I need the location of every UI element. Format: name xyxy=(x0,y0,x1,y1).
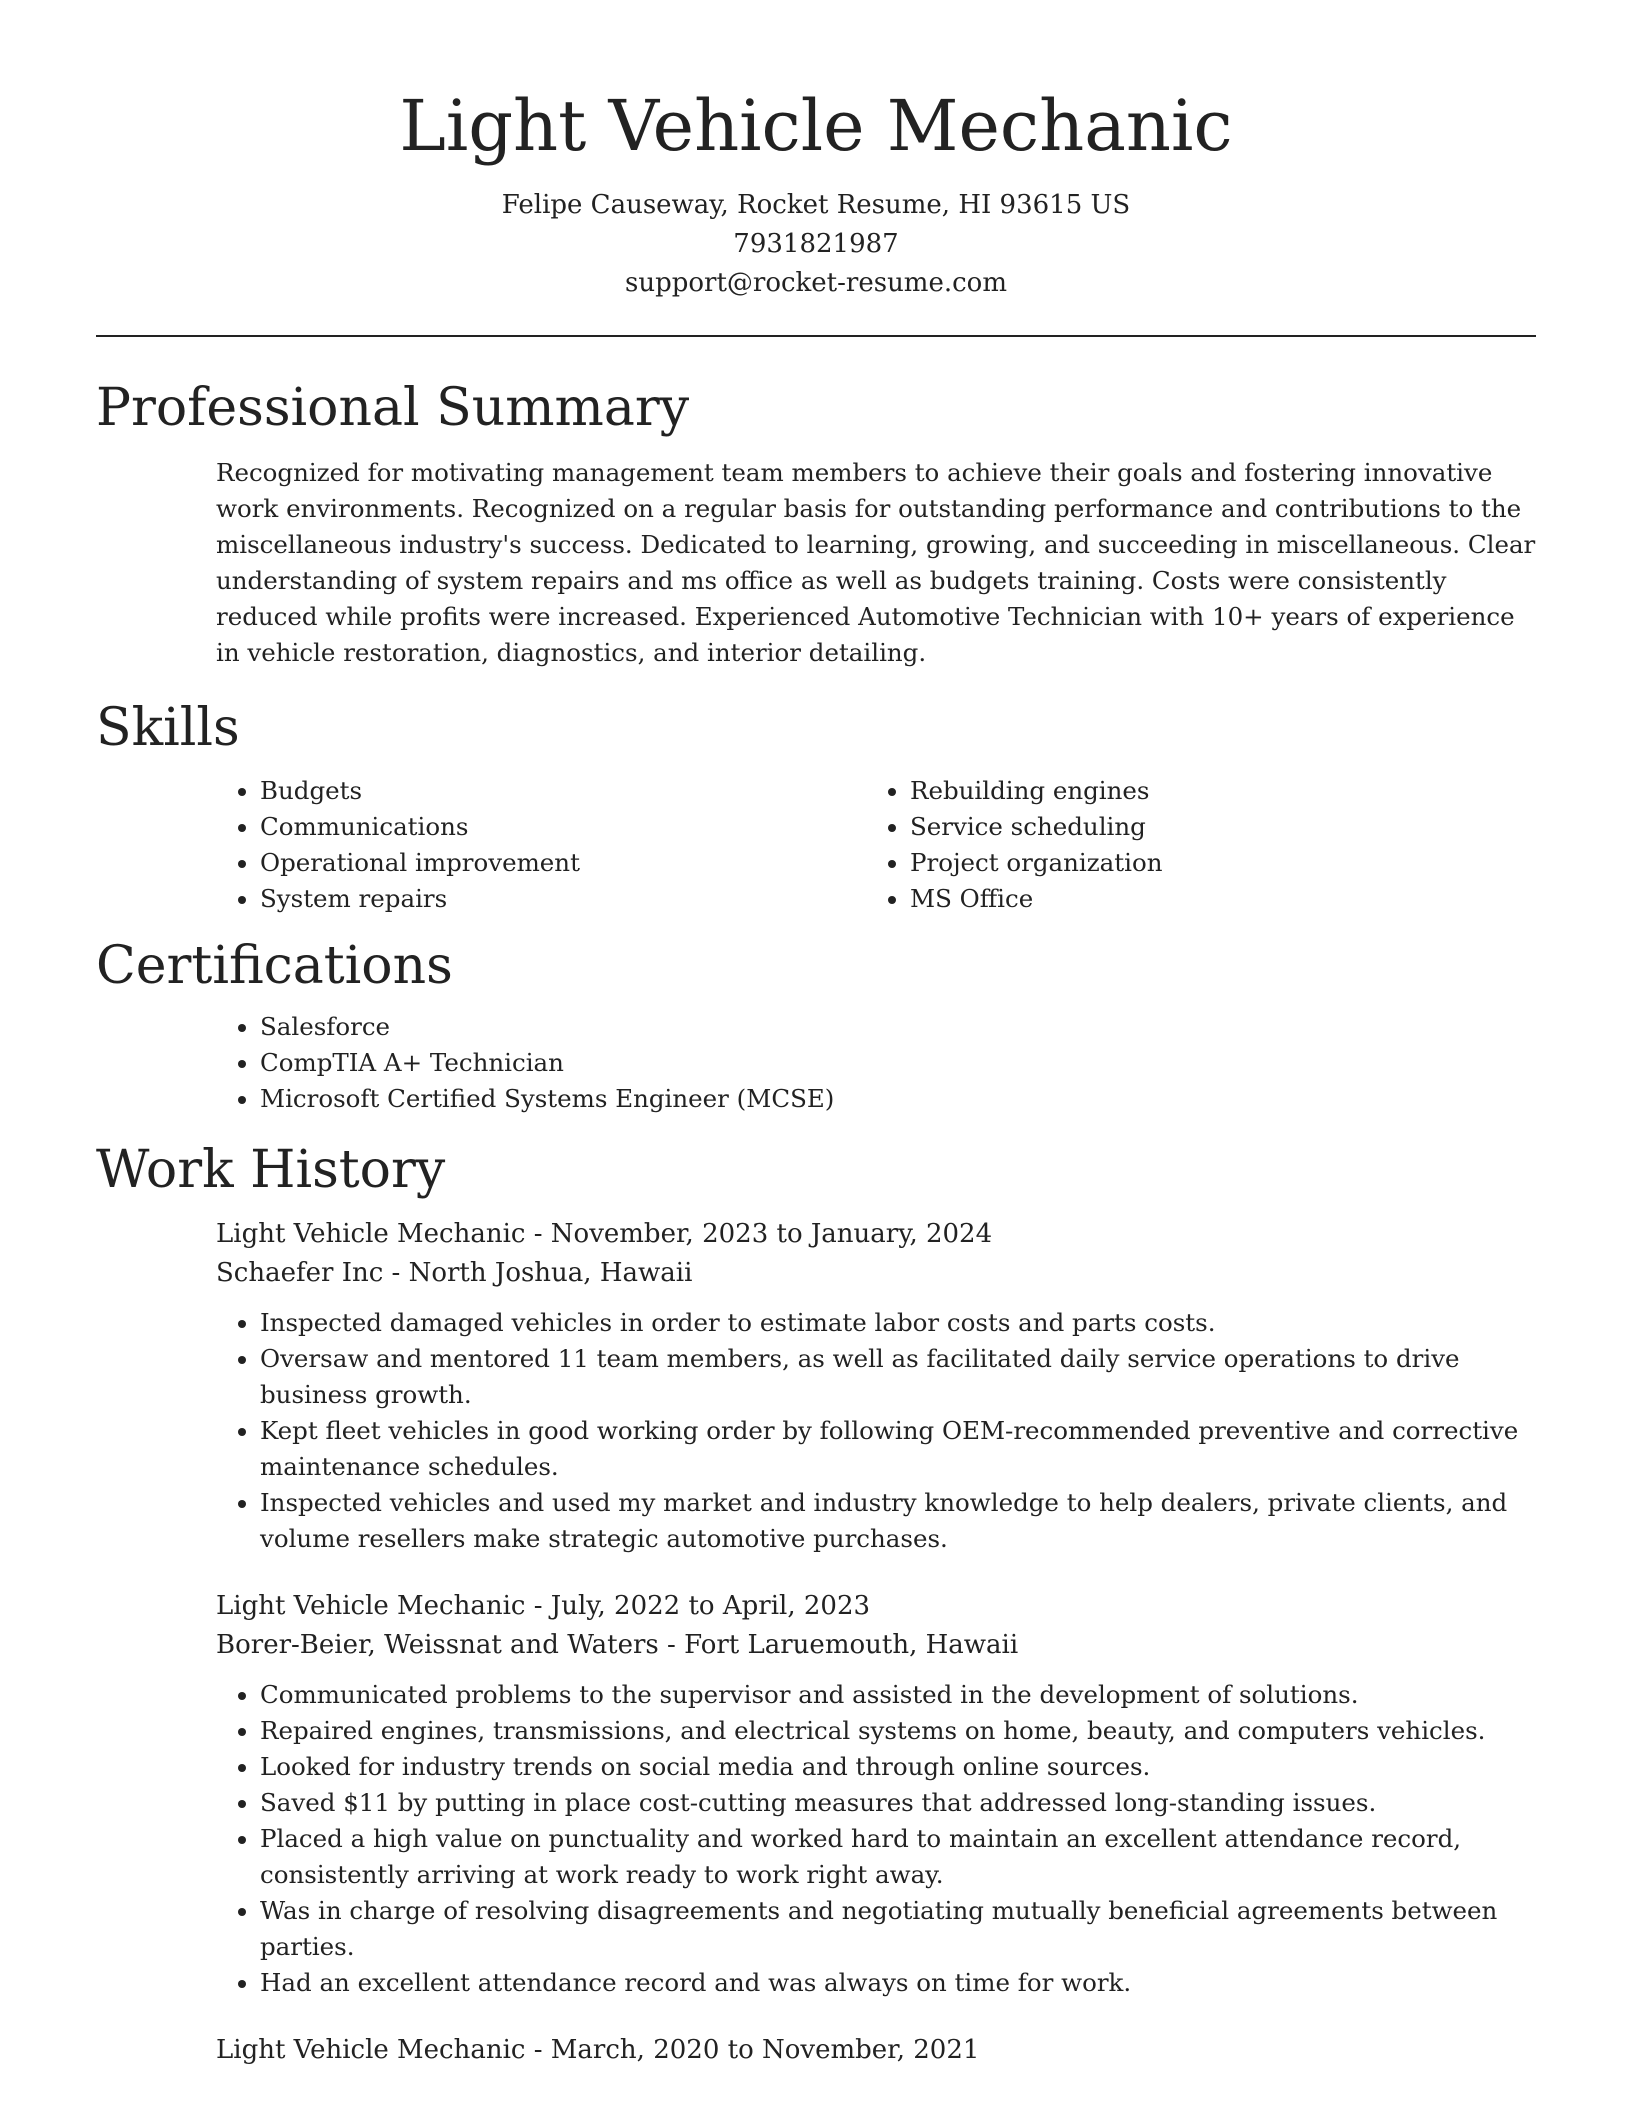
resume-header xyxy=(96,0,1536,303)
contact-email: support@rocket-resume.com xyxy=(624,268,1007,298)
skill-item: • Rebuilding engines xyxy=(910,773,1516,809)
skill-item: • Operational improvement xyxy=(260,845,866,881)
resume-page xyxy=(96,0,1536,2070)
skill-item: • Budgets xyxy=(260,773,866,809)
certifications-heading: Certifications xyxy=(96,936,453,996)
job-entry xyxy=(216,2031,1536,2070)
job-duty-item: • Repaired engines, transmissions, and electrical systems on home, beauty, and computers vehicles. xyxy=(260,1713,1536,1749)
job-duty-item: • Inspected vehicles and used my market and industry knowledge to help dealers, private clients, and volume resellers make strategic automotive purchases. xyxy=(260,1485,1536,1557)
skill-item: • MS Office xyxy=(910,881,1516,917)
job-title-dates: Light Vehicle Mechanic - March, 2020 to November, 2021 xyxy=(216,2035,980,2065)
job-duty-item: • Placed a high value on punctuality and worked hard to maintain an excellent attendance record, consistently arriving at work ready to work right away. xyxy=(260,1821,1536,1893)
certification-item: • Salesforce xyxy=(260,1009,1536,1045)
skill-item: • Communications xyxy=(260,809,866,845)
job-title-dates: Light Vehicle Mechanic - November, 2023 to January, 2024 xyxy=(216,1219,993,1249)
summary-text: Recognized for motivating management team members to achieve their goals and fostering innovative work environments. Recognized on a regular basis for outstanding performance and contributions to the miscellaneous industry's success. Dedicated to learning, growing, and succeeding in miscellaneous. Clear understanding of system repairs and ms office as well as budgets training. Costs were consistently reduced while profits were increased. Experienced Automotive Technician with 10+ years of experience in vehicle restoration, diagnostics, and interior detailing. xyxy=(216,458,1536,667)
job-entry xyxy=(216,1215,1536,1557)
certification-item: • Microsoft Certified Systems Engineer (MCSE) xyxy=(260,1081,1536,1117)
job-company-location: Schaefer Inc - North Joshua, Hawaii xyxy=(216,1258,693,1288)
job-duty-item: • Oversaw and mentored 11 team members, as well as facilitated daily service operations to drive business growth. xyxy=(260,1341,1536,1413)
skills-column-left xyxy=(216,773,866,917)
job-duty-item: • Had an excellent attendance record and was always on time for work. xyxy=(260,1965,1536,2001)
job-title-dates: Light Vehicle Mechanic - July, 2022 to April, 2023 xyxy=(216,1591,871,1621)
contact-address: Felipe Causeway, Rocket Resume, HI 93615 US xyxy=(501,190,1131,220)
job-duty-item: • Inspected damaged vehicles in order to estimate labor costs and parts costs. xyxy=(260,1305,1536,1341)
work-history-heading: Work History xyxy=(96,1140,446,1200)
candidate-name: Light Vehicle Mechanic xyxy=(399,85,1233,167)
summary-heading: Professional Summary xyxy=(96,378,690,438)
contact-info xyxy=(96,186,1536,303)
skills-column-right xyxy=(866,773,1516,917)
certification-item: • CompTIA A+ Technician xyxy=(260,1045,1536,1081)
job-duties xyxy=(216,1305,1536,1557)
job-company-location: Borer-Beier, Weissnat and Waters - Fort Laruemouth, Hawaii xyxy=(216,1630,1019,1660)
skill-item: • Project organization xyxy=(910,845,1516,881)
job-duty-item: • Kept fleet vehicles in good working order by following OEM-recommended preventive and corrective maintenance schedules. xyxy=(260,1413,1536,1485)
header-divider xyxy=(96,335,1536,337)
job-duty-item: • Communicated problems to the supervisor and assisted in the development of solutions. xyxy=(260,1677,1536,1713)
job-duty-item: • Was in charge of resolving disagreements and negotiating mutually beneficial agreements between parties. xyxy=(260,1893,1536,1965)
skill-item: • System repairs xyxy=(260,881,866,917)
skills-list xyxy=(216,773,1536,917)
job-entry xyxy=(216,1587,1536,2001)
contact-phone: 7931821987 xyxy=(733,229,899,259)
skill-item: • Service scheduling xyxy=(910,809,1516,845)
certifications-list xyxy=(216,1009,1536,1117)
job-duty-item: • Looked for industry trends on social media and through online sources. xyxy=(260,1749,1536,1785)
job-duties xyxy=(216,1677,1536,2001)
skills-heading: Skills xyxy=(96,698,240,758)
job-duty-item: • Saved $11 by putting in place cost-cutting measures that addressed long-standing issues. xyxy=(260,1785,1536,1821)
